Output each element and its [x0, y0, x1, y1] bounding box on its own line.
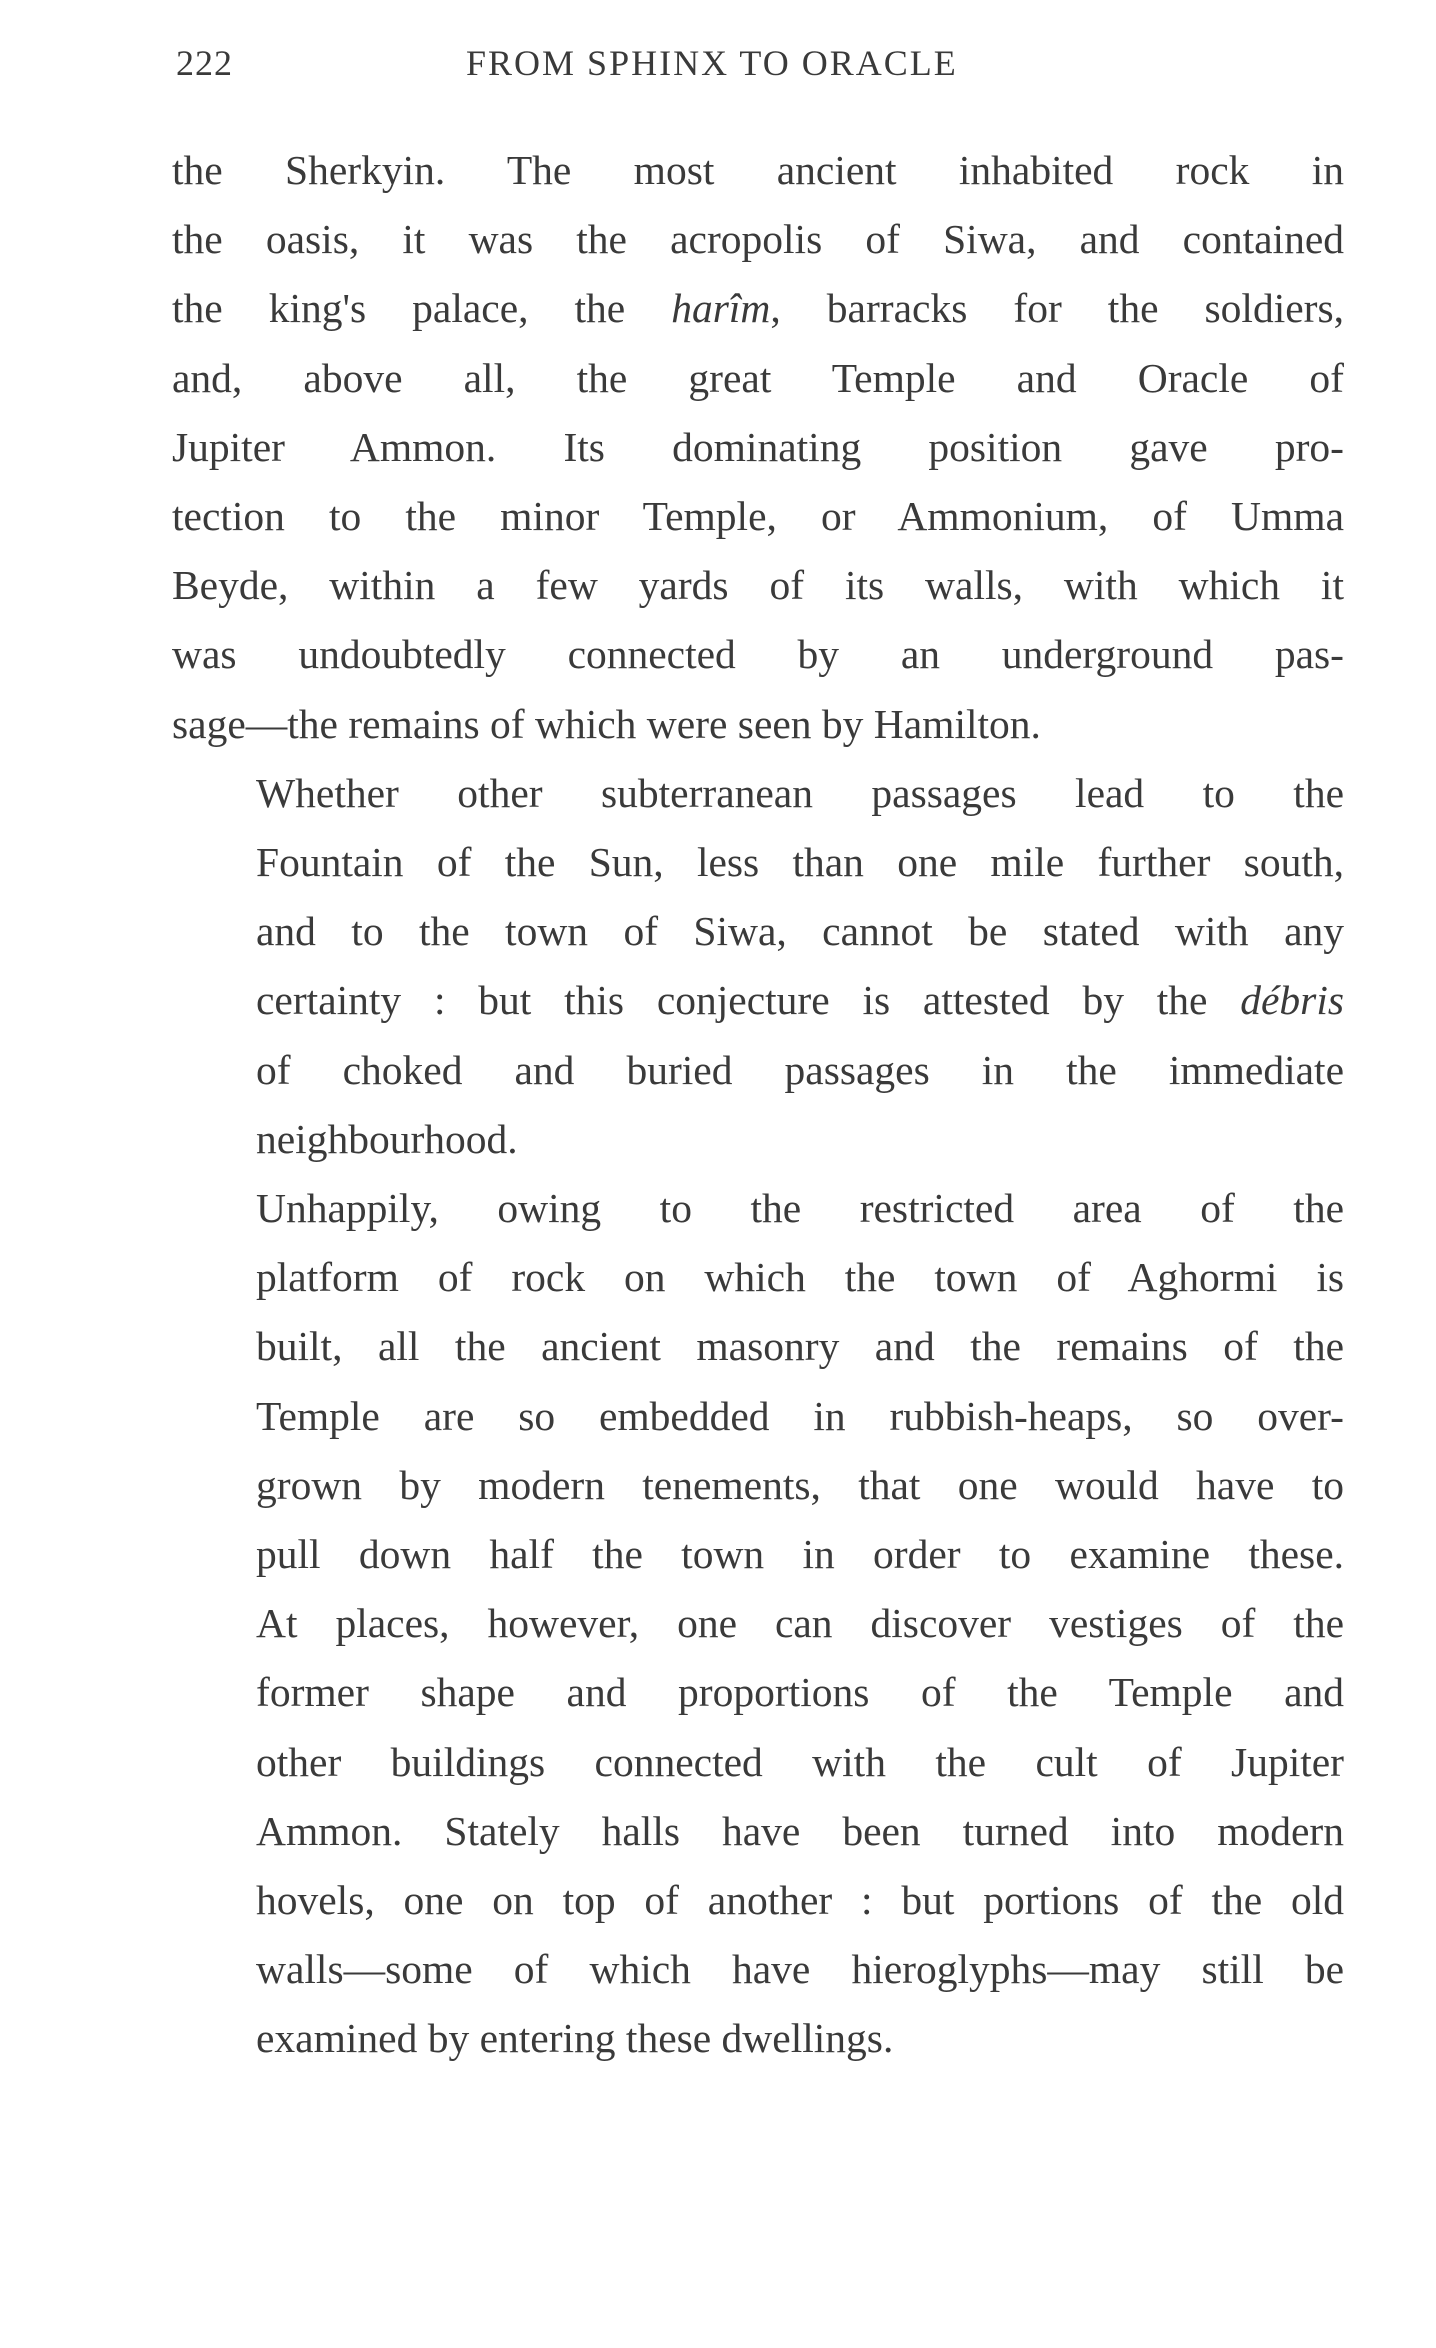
running-title: FROM SPHINX TO ORACLE: [466, 43, 958, 83]
text-line: grown by modern tenements, that one would have to: [256, 1461, 1344, 1508]
text-line: Fountain of the Sun, less than one mile further south,: [256, 839, 1344, 886]
text-line: and, above all, the great Temple and Oracle of: [172, 354, 1344, 401]
text-line: other buildings connected with the cult of Jupiter: [256, 1738, 1344, 1785]
running-head: [176, 42, 1336, 92]
text-line: the Sherkyin. The most ancient inhabited rock in: [172, 147, 1344, 193]
text-line: At places, however, one can discover vestiges of the: [256, 1600, 1344, 1647]
text-line: Unhappily, owing to the restricted area of the: [256, 1185, 1344, 1232]
text-line: pull down half the town in order to examine these.: [256, 1531, 1344, 1578]
text-line: was undoubtedly connected by an underground pas-: [172, 631, 1344, 678]
italic-word: harîm: [671, 285, 771, 332]
text-line: walls—some of which have hieroglyphs—may still be: [256, 1946, 1344, 1993]
text-line: neighbourhood.: [256, 1115, 518, 1162]
text-line: hovels, one on top of another : but portions of the old: [256, 1877, 1344, 1924]
text-line: [172, 274, 1344, 343]
text-line: tection to the minor Temple, or Ammonium, of Umma: [172, 493, 1344, 540]
text-segment: the king's palace, the: [172, 285, 672, 332]
text-line: Whether other subterranean passages lead to the: [256, 769, 1344, 816]
italic-word: débris: [1240, 977, 1344, 1024]
paragraph: [172, 136, 1344, 759]
text-line: and to the town of Siwa, cannot be stated with any: [256, 908, 1344, 955]
paragraph: [172, 1174, 1344, 2074]
text-segment: , barracks for the soldiers,: [770, 285, 1344, 332]
text-line: platform of rock on which the town of Aghormi is: [256, 1254, 1344, 1301]
text-line: the oasis, it was the acropolis of Siwa, and contained: [172, 216, 1344, 263]
text-line: Ammon. Stately halls have been turned into modern: [256, 1807, 1344, 1854]
text-line: sage—the remains of which were seen by Hamilton.: [172, 700, 1041, 747]
text-line: examined by entering these dwellings.: [256, 2015, 894, 2062]
text-segment: certainty : but this conjecture is attested by the: [256, 977, 1241, 1024]
text-line: former shape and proportions of the Temple and: [256, 1669, 1344, 1716]
text-line: [172, 966, 1344, 1035]
paragraph: [172, 759, 1344, 1174]
text-line: built, all the ancient masonry and the remains of the: [256, 1323, 1344, 1370]
text-line: of choked and buried passages in the immediate: [256, 1046, 1344, 1093]
page-number: 222: [176, 43, 233, 83]
text-line: Temple are so embedded in rubbish-heaps, so over-: [256, 1392, 1344, 1439]
body-text: [172, 136, 1344, 2074]
text-line: Beyde, within a few yards of its walls, with which it: [172, 562, 1344, 609]
text-line: Jupiter Ammon. Its dominating position gave pro-: [172, 423, 1344, 470]
